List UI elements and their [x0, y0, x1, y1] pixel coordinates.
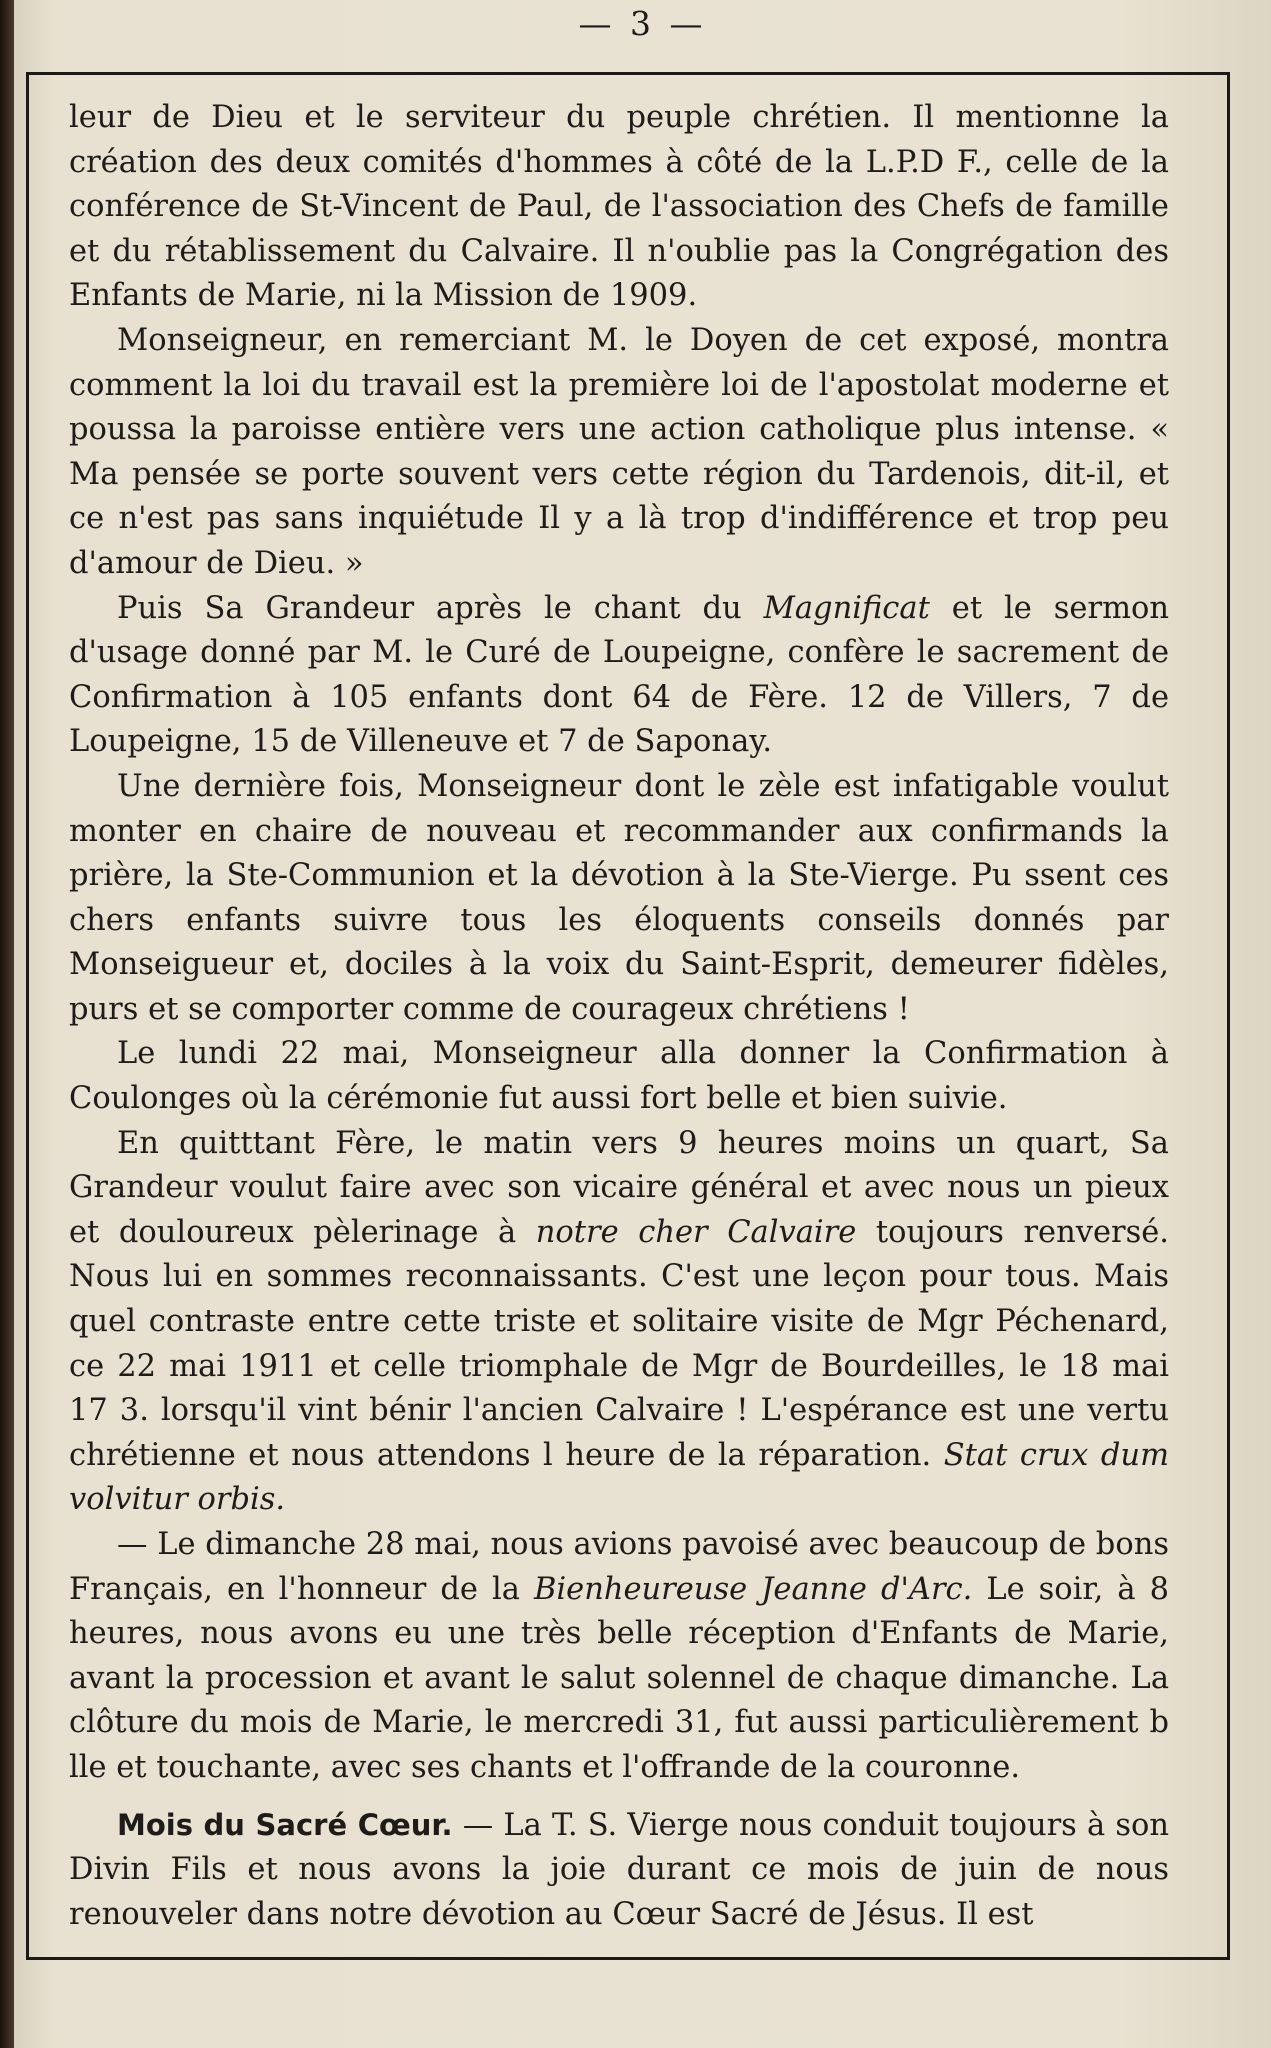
jeanne-darc-italic: Bienheureuse Jeanne d'Arc. — [533, 1571, 973, 1607]
paragraph-3-text-a: Puis Sa Grandeur après le chant du — [117, 590, 742, 626]
paragraph-6 — [69, 1122, 1169, 1523]
paragraph-8 — [69, 1803, 1169, 1938]
paragraph-7-text-b: Le soir, à 8 heures, nous avons eu une très belle réception d'Enfants de Marie, avant la procession et avant le salut solennel de chaque dimanche. La clôture du mois de Marie, le mercredi 31, fut aussi particulièrement b lle et touchante, avec ses chants et l'offrande de la couronne. — [69, 1571, 1169, 1785]
paragraph-5: Le lundi 22 mai, Monseigneur alla donner la Confirmation à Coulonges où la cérémonie fut aussi fort belle et bien suivie. — [69, 1036, 1169, 1117]
section-heading-sacre-coeur: Mois du Sacré Cœur. — [117, 1807, 453, 1842]
body-text — [69, 96, 1169, 1937]
page-number: — 3 — — [578, 4, 707, 43]
paragraph-7 — [69, 1523, 1169, 1791]
paragraph-8-text: — La T. S. Vierge nous conduit toujours à son Divin Fils et nous avons la joie durant ce mois de juin de nous renouveler dans notre dévotion au Cœur Sacré de Jésus. Il est — [69, 1807, 1169, 1932]
paragraph-3-text-b: et le sermon d'usage donné par M. le Curé de Loupeigne, confère le sacrement de Confirmation à 105 enfants dont 64 de Fère. 12 de Villers, 7 de Loupeigne, 15 de Villeneuve et 7 de Saponay. — [69, 590, 1169, 760]
paragraph-7-text-a: — Le dimanche 28 mai, nous avions pavoisé avec beaucoup de bons Français, en l'honneur de la — [69, 1527, 1169, 1607]
paragraph-2: Monseigneur, en remerciant M. le Doyen de cet exposé, montra comment la loi du travail est la première loi de l'apostolat moderne et poussa la paroisse entière vers une action catholique plus intense. « Ma pensée se porte souvent vers cette région du Tardenois, dit-il, et ce n'est pas sans inquiétude Il y a là trop d'indifférence et trop peu d'amour de Dieu. » — [69, 322, 1169, 581]
latin-motto-italic: Stat crux dum volvitur orbis. — [69, 1437, 1169, 1518]
paragraph-4: Une dernière fois, Monseigneur dont le zèle est infatigable voulut monter en chaire de nouveau et recommander aux confirmands la prière, la Ste-Communion et la dévotion à la Ste-Vierge. Pu ssent ces chers enfants suivre tous les éloquents conseils donnés par Monseigueur et, dociles à la voix du Saint-Esprit, demeurer fidèles, purs et se comporter comme de courageux chrétiens ! — [69, 768, 1169, 1027]
calvaire-italic: notre cher Calvaire — [535, 1214, 857, 1250]
paragraph-1: leur de Dieu et le serviteur du peuple chrétien. Il mentionne la création des deux comités d'hommes à côté de la L.P.D F., celle de la conférence de St-Vincent de Paul, de l'association des Chefs de famille et du rétablissement du Calvaire. Il n'oublie pas la Congrégation des Enfants de Marie, ni la Mission de 1909. — [69, 100, 1169, 314]
paragraph-3 — [69, 587, 1169, 765]
magnificat-italic: Magnificat — [763, 590, 930, 626]
document-page — [14, 0, 1271, 2048]
binding-shadow — [0, 0, 14, 2048]
paragraph-6-text-a: En quitttant Fère, le matin vers 9 heures moins un quart, Sa Grandeur voulut faire avec son vicaire général et avec nous un pieux et douloureux pèlerinage à — [69, 1125, 1169, 1250]
paragraph-6-text-b: toujours renversé. Nous lui en sommes reconnaissants. C'est une leçon pour tous. Mais quel contraste entre cette triste et solitaire visite de Mgr Péchenard, ce 22 mai 1911 et celle triomphale de Mgr de Bourdeilles, le 18 mai 17 3. lorsqu'il vint bénir l'ancien Calvaire ! L'espérance est une vertu chrétienne et nous attendons l heure de la réparation. — [69, 1214, 1169, 1473]
